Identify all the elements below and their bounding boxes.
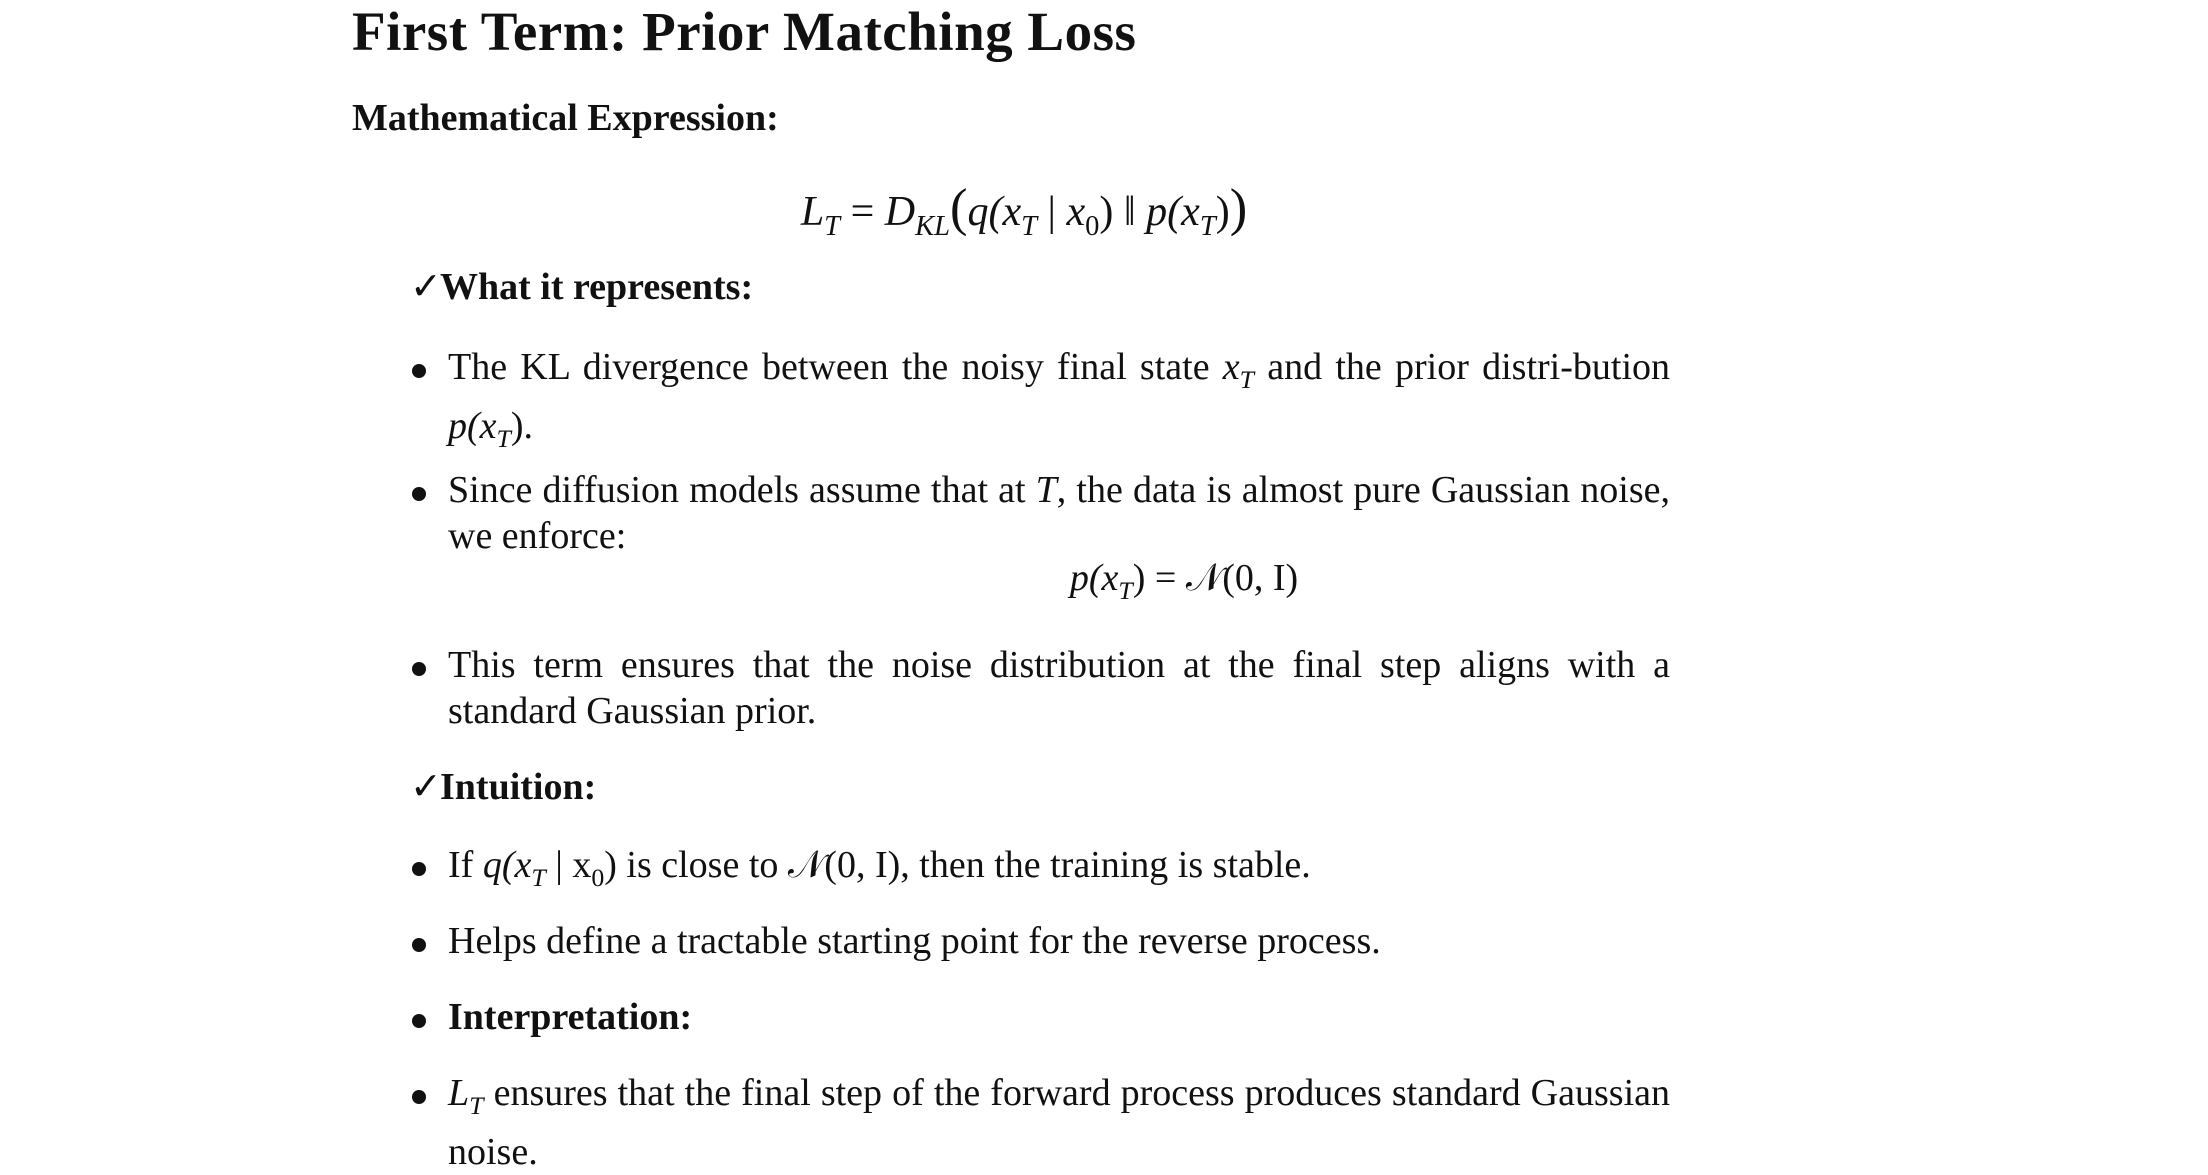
intuition-heading: ✓Intuition:: [410, 766, 597, 808]
what-it-represents-heading: ✓What it represents:: [410, 266, 754, 308]
list-item: This term ensures that the noise distribution at the final step aligns with a standard Gaussian prior.: [448, 644, 1670, 732]
main-equation: $L_T = D_{KL}(q(x_T$ | $x_0$) ‖ $p(x_T)$): [800, 179, 1248, 242]
interpretation-heading: Interpretation:: [448, 996, 693, 1038]
list-item: If $q(x_T$ | $x_0$) is close to 𝒩(0, I), then the training is stable.: [448, 844, 1311, 893]
math-expression-heading: Mathematical Expression:: [352, 97, 779, 139]
list-item: The KL divergence between the noisy final state $x_T$ and the prior distri-bution $p(x_T)$.: [448, 346, 1671, 454]
prior-equation: $p(x_T)$ = 𝒩(0, I): [1069, 557, 1299, 606]
checkmark-icon: ✓: [410, 266, 442, 308]
list-item: Helps define a tractable starting point for the reverse process.: [448, 920, 1381, 962]
checkmark-icon: ✓: [410, 766, 442, 808]
page-title: First Term: Prior Matching Loss: [352, 1, 1137, 62]
list-item: $L_T$ ensures that the final step of the forward process produces standard Gaussian noise.: [448, 1072, 1670, 1174]
list-item: Since diffusion models assume that at T, the data is almost pure Gaussian noise, we enforce:: [448, 469, 1670, 557]
